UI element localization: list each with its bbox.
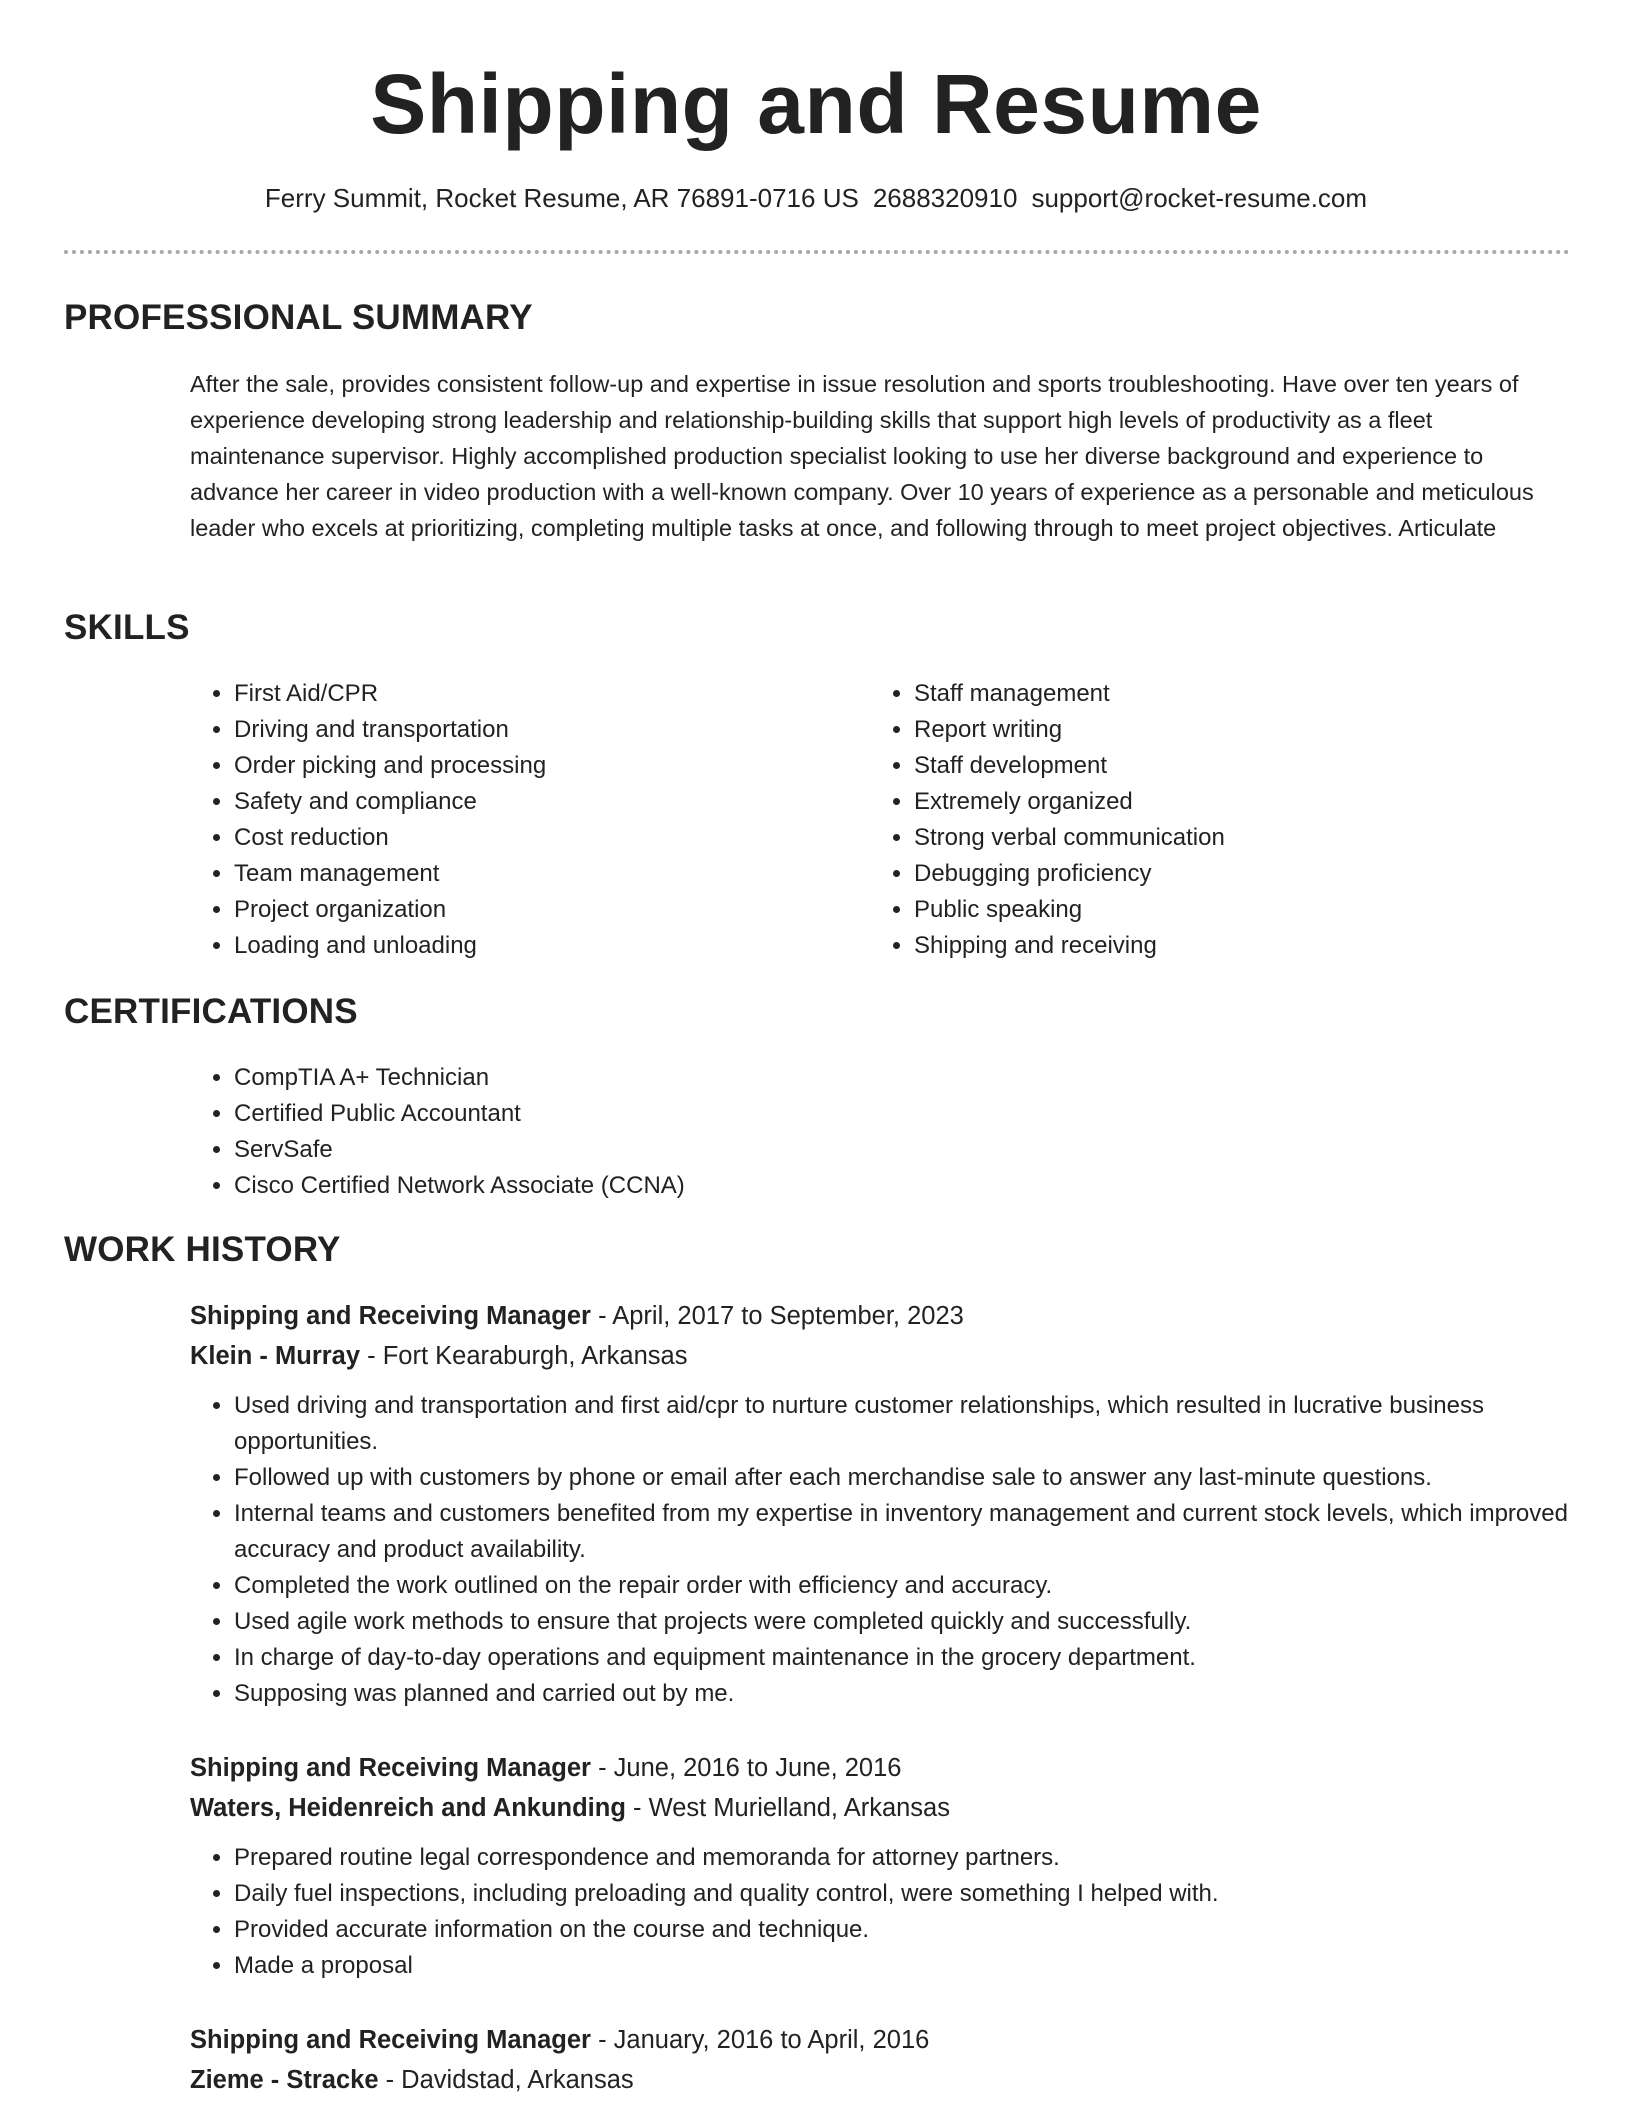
skill-item: • Shipping and receiving [914, 928, 1510, 964]
skill-item: • Safety and compliance [234, 784, 830, 820]
job-duty: • Used agile work methods to ensure that projects were completed quickly and successfully. [234, 1604, 1570, 1640]
skill-item: • Staff development [914, 748, 1510, 784]
skill-item: • Extremely organized [914, 784, 1510, 820]
job-location: - Davidstad, Arkansas [378, 2066, 634, 2094]
contact-phone: 2688320910 [872, 183, 1018, 213]
certifications-heading: CERTIFICATIONS [64, 992, 358, 1031]
job-location: - Fort Kearaburgh, Arkansas [360, 1342, 688, 1370]
contact-line [0, 180, 1632, 216]
job-company-line [190, 1788, 1570, 1828]
skill-item: • Debugging proficiency [914, 856, 1510, 892]
summary-heading: PROFESSIONAL SUMMARY [64, 298, 533, 337]
certifications-list [190, 1060, 1090, 1204]
skill-item: • Project organization [234, 892, 830, 928]
job-company-line [190, 1336, 1570, 1376]
job-entry [190, 1296, 1570, 1712]
work-history-heading: WORK HISTORY [64, 1230, 341, 1269]
skill-item: • Strong verbal communication [914, 820, 1510, 856]
certification-item: • CompTIA A+ Technician [234, 1060, 1090, 1096]
job-entry [190, 2020, 1570, 2100]
job-location: - West Murielland, Arkansas [625, 1794, 950, 1822]
job-duty: • Provided accurate information on the course and technique. [234, 1912, 1570, 1948]
contact-email: support@rocket-resume.com [1031, 183, 1368, 213]
contact-address: Ferry Summit, Rocket Resume, AR 76891-0716 US [264, 183, 859, 213]
certification-item: • ServSafe [234, 1132, 1090, 1168]
job-dates: - June, 2016 to June, 2016 [590, 1754, 902, 1782]
skill-item: • Staff management [914, 676, 1510, 712]
job-dates: - January, 2016 to April, 2016 [590, 2026, 930, 2054]
job-company: Klein - Murray [190, 1342, 361, 1370]
skill-item: • Loading and unloading [234, 928, 830, 964]
header-divider [64, 250, 1570, 254]
job-company-line [190, 2060, 1570, 2100]
job-title: Shipping and Receiving Manager [190, 1754, 591, 1782]
resume-name-title: Shipping and Resume [370, 57, 1262, 151]
skills-heading: SKILLS [64, 608, 190, 647]
skill-item: • Order picking and processing [234, 748, 830, 784]
job-duty: • In charge of day-to-day operations and equipment maintenance in the grocery department. [234, 1640, 1570, 1676]
job-company: Waters, Heidenreich and Ankunding [190, 1794, 626, 1822]
skill-item: • Public speaking [914, 892, 1510, 928]
job-duty: • Prepared routine legal correspondence and memoranda for attorney partners. [234, 1840, 1570, 1876]
skill-item: • Cost reduction [234, 820, 830, 856]
job-title-line [190, 1748, 1570, 1788]
job-duty: • Internal teams and customers benefited from my expertise in inventory management and current stock levels, which improved accuracy and product availability. [234, 1496, 1570, 1568]
certification-item: • Cisco Certified Network Associate (CCNA) [234, 1168, 1090, 1204]
job-title-line [190, 1296, 1570, 1336]
summary-text: After the sale, provides consistent follow-up and expertise in issue resolution and sports troubleshooting. Have over ten years of experience developing strong leadership and relationship-building skills that support high levels of productivity as a fleet maintenance supervisor. Highly accomplished production specialist looking to use her diverse background and experience to advance her career in video production with a well-known company. Over 10 years of experience as a personable and meticulous leader who excels at prioritizing, completing multiple tasks at once, and following through to meet project objectives. Articulate [190, 371, 1534, 541]
skill-item: • First Aid/CPR [234, 676, 830, 712]
skills-column-1 [190, 676, 830, 964]
skill-item: • Driving and transportation [234, 712, 830, 748]
job-entry [190, 1748, 1570, 1984]
skill-item: • Team management [234, 856, 830, 892]
job-title-line [190, 2020, 1570, 2060]
job-duties [190, 1840, 1570, 1984]
certification-item: • Certified Public Accountant [234, 1096, 1090, 1132]
job-title: Shipping and Receiving Manager [190, 2026, 591, 2054]
job-duty: • Daily fuel inspections, including preloading and quality control, were something I helped with. [234, 1876, 1570, 1912]
skills-column-2 [870, 676, 1510, 964]
skill-item: • Report writing [914, 712, 1510, 748]
job-duty: • Supposing was planned and carried out by me. [234, 1676, 1570, 1712]
job-duty: • Followed up with customers by phone or email after each merchandise sale to answer any last-minute questions. [234, 1460, 1570, 1496]
job-title: Shipping and Receiving Manager [190, 1302, 591, 1330]
job-duty: • Made a proposal [234, 1948, 1570, 1984]
job-dates: - April, 2017 to September, 2023 [590, 1302, 964, 1330]
job-duties [190, 1388, 1570, 1712]
job-duty: • Completed the work outlined on the repair order with efficiency and accuracy. [234, 1568, 1570, 1604]
job-duty: • Used driving and transportation and first aid/cpr to nurture customer relationships, which resulted in lucrative business opportunities. [234, 1388, 1570, 1460]
job-company: Zieme - Stracke [190, 2066, 379, 2094]
